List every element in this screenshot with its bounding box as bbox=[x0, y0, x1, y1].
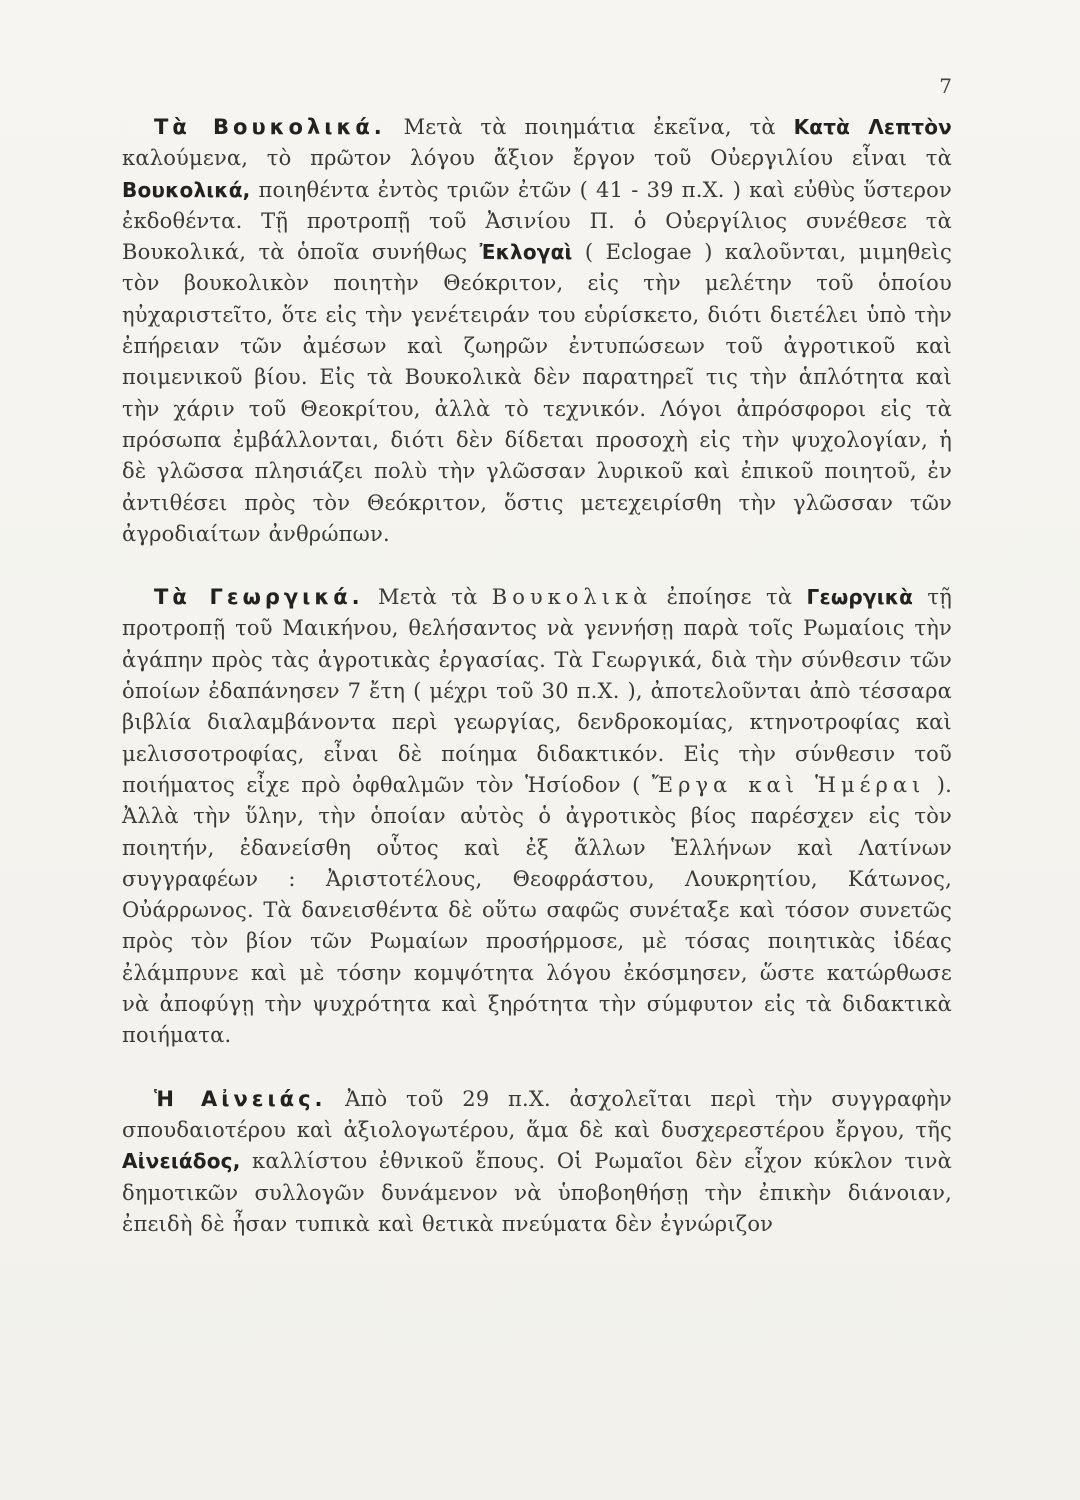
section-heading: Τὰ Γεωργικά. bbox=[154, 585, 364, 610]
bold-term: Ἐκλογαὶ bbox=[479, 240, 573, 265]
bold-term: Βουκολικά, bbox=[122, 177, 251, 202]
text-run: τῇ προτροπῇ τοῦ Μαικήνου, θελήσαντος νὰ γεννήσῃ παρὰ τοῖς Ρωμαίοις τὴν ἀγάπην πρὸς τὰς ἀγροτικὰς ἐργασίας. Τὰ Γεωργικά, διὰ τὴν σύνθεσιν τῶν ὁποίων ἐδαπάνησεν 7 ἔτη ( μέχρι τοῦ 30 π.Χ. ), ἀποτελοῦνται ἀπὸ τέσσαρα βιβλία διαλαμβάνοντα περὶ γεωργίας, δενδροκομίας, κτηνοτροφίας καὶ μελισσοτροφίας, εἶναι δὲ ποίημα διδακτικόν. Εἰς τὴν σύνθεσιν τοῦ ποιήματος εἶχε πρὸ ὀφθαλμῶν τὸν Ἡσίοδον ( bbox=[122, 585, 953, 797]
text-run: Μετὰ τὰ bbox=[363, 585, 492, 610]
text-run: καλλίστου ἐθνικοῦ ἔπους. Οἱ Ρωμαῖοι δὲν εἶχον κύκλον τινὰ δημοτικῶν συλλογῶν δυνάμενον νὰ ὑποβοηθήσῃ τὴν ἐπικὴν διάνοιαν, ἐπειδὴ δὲ ἦσαν τυπικὰ καὶ θετικὰ πνεύματα δὲν ἐγνώριζον bbox=[122, 1149, 952, 1236]
page-number: 7 bbox=[939, 74, 952, 98]
paragraph-body bbox=[122, 585, 952, 1047]
text-run: καλούμενα, τὸ πρῶτον λόγου ἄξιον ἔργον τοῦ Οὐεργιλίου εἶναι τὰ bbox=[122, 146, 952, 171]
bold-term: Κατὰ Λεπτὸν bbox=[793, 115, 952, 139]
bold-term: Αἰνειάδος, bbox=[122, 1149, 241, 1174]
spaced-title: Βουκολικὰ bbox=[491, 585, 653, 610]
paragraph-boukolika bbox=[122, 112, 952, 550]
text-run: ποιηθέντα ἐντὸς τριῶν ἐτῶν ( 41 - 39 π.Χ. ) καὶ εὐθὺς ὕστερον ἐκδοθέντα. Τῇ προτροπῇ τοῦ Ἀσινίου Π. ὁ Οὐεργίλιος συνέθεσε τὰ Βουκολικά, τὰ ὁποῖα συνήθως bbox=[122, 177, 952, 265]
paragraph-body bbox=[122, 115, 952, 546]
text-run: Ἀπὸ τοῦ 29 π.Χ. ἀσχολεῖται περὶ τὴν συγγραφὴν σπουδαιοτέρου καὶ ἀξιολογωτέρου, ἅμα δὲ καὶ δυσχερεστέρου ἔργου, τῆς bbox=[122, 1086, 952, 1142]
text-run: ). Ἀλλὰ τὴν ὕλην, τὴν ὁποίαν αὐτὸς ὁ ἀγροτικὸς βίος παρέσχεν εἰς τὸν ποιητήν, ἐδανείσθη οὗτος καὶ ἐξ ἄλλων Ἑλλήνων καὶ Λατίνων συγγραφέων : Ἀριστοτέλους, Θεοφράστου, Λουκρητίου, Κάτωνος, Οὐάρρωνος. Τὰ δανεισθέντα δὲ οὕτω σαφῶς συνέταξε καὶ τόσον συνετῶς πρὸς τὸν βίον τῶν Ρωμαίων προσήρμοσε, μὲ τόσας ποιητικὰς ἰδέας ἐλάμπρυνε καὶ μὲ τόσην κομψότητα λόγου ἐκόσμησεν, ὥστε κατώρθωσε νὰ ἀποφύγῃ τὴν ψυχρότητα καὶ ξηρότητα τὴν σύμφυτον εἰς τὰ διδακτικὰ ποιήματα. bbox=[122, 772, 952, 1048]
spaced-title: Ἔργα καὶ Ἡμέραι bbox=[651, 772, 926, 797]
section-heading: Τὰ Βουκολικά. bbox=[154, 115, 386, 139]
section-heading: Ἡ Αἰνειάς. bbox=[154, 1086, 327, 1111]
paragraph-georgika bbox=[122, 582, 952, 1051]
body-text bbox=[122, 112, 952, 1240]
paragraph-aineias bbox=[122, 1084, 952, 1240]
bold-term: Γεωργικὰ bbox=[806, 585, 914, 610]
text-run: ( Eclogae ) καλοῦνται, μιμηθεὶς τὸν βουκολικὸν ποιητὴν Θεόκριτον, εἰς τὴν μελέτην τοῦ ὁποίου ηὐχαριστεῖτο, ὅτε εἰς τὴν γενέτειράν του εὑρίσκετο, διότι διετέλει ὑπὸ τὴν ἐπήρειαν τῶν ἀμέσων καὶ ζωηρῶν ἐντυπώσεων τοῦ ἀγροτικοῦ καὶ ποιμενικοῦ βίου. Εἰς τὰ Βουκολικὰ δὲν παρατηρεῖ τις τὴν ἁπλότητα καὶ τὴν χάριν τοῦ Θεοκρίτου, ἀλλὰ τὸ τεχνικόν. Λόγοι ἀπρόσφοροι εἰς τὰ πρόσωπα ἐμβάλλονται, διότι δὲν δίδεται προσοχὴ εἰς τὴν ψυχολογίαν, ἡ δὲ γλῶσσα πλησιάζει πολὺ τὴν γλῶσσαν λυρικοῦ καὶ ἐπικοῦ ποιητοῦ, ἐν ἀντιθέσει πρὸς τὸν Θεόκριτον, ὅστις μετεχειρίσθη τὴν γλῶσσαν τῶν ἀγροδιαίτων ἀνθρώπων. bbox=[122, 240, 952, 546]
text-run: ἐποίησε τὰ bbox=[652, 585, 807, 610]
text-run: Μετὰ τὰ ποιημάτια ἐκεῖνα, τὰ bbox=[385, 115, 794, 139]
